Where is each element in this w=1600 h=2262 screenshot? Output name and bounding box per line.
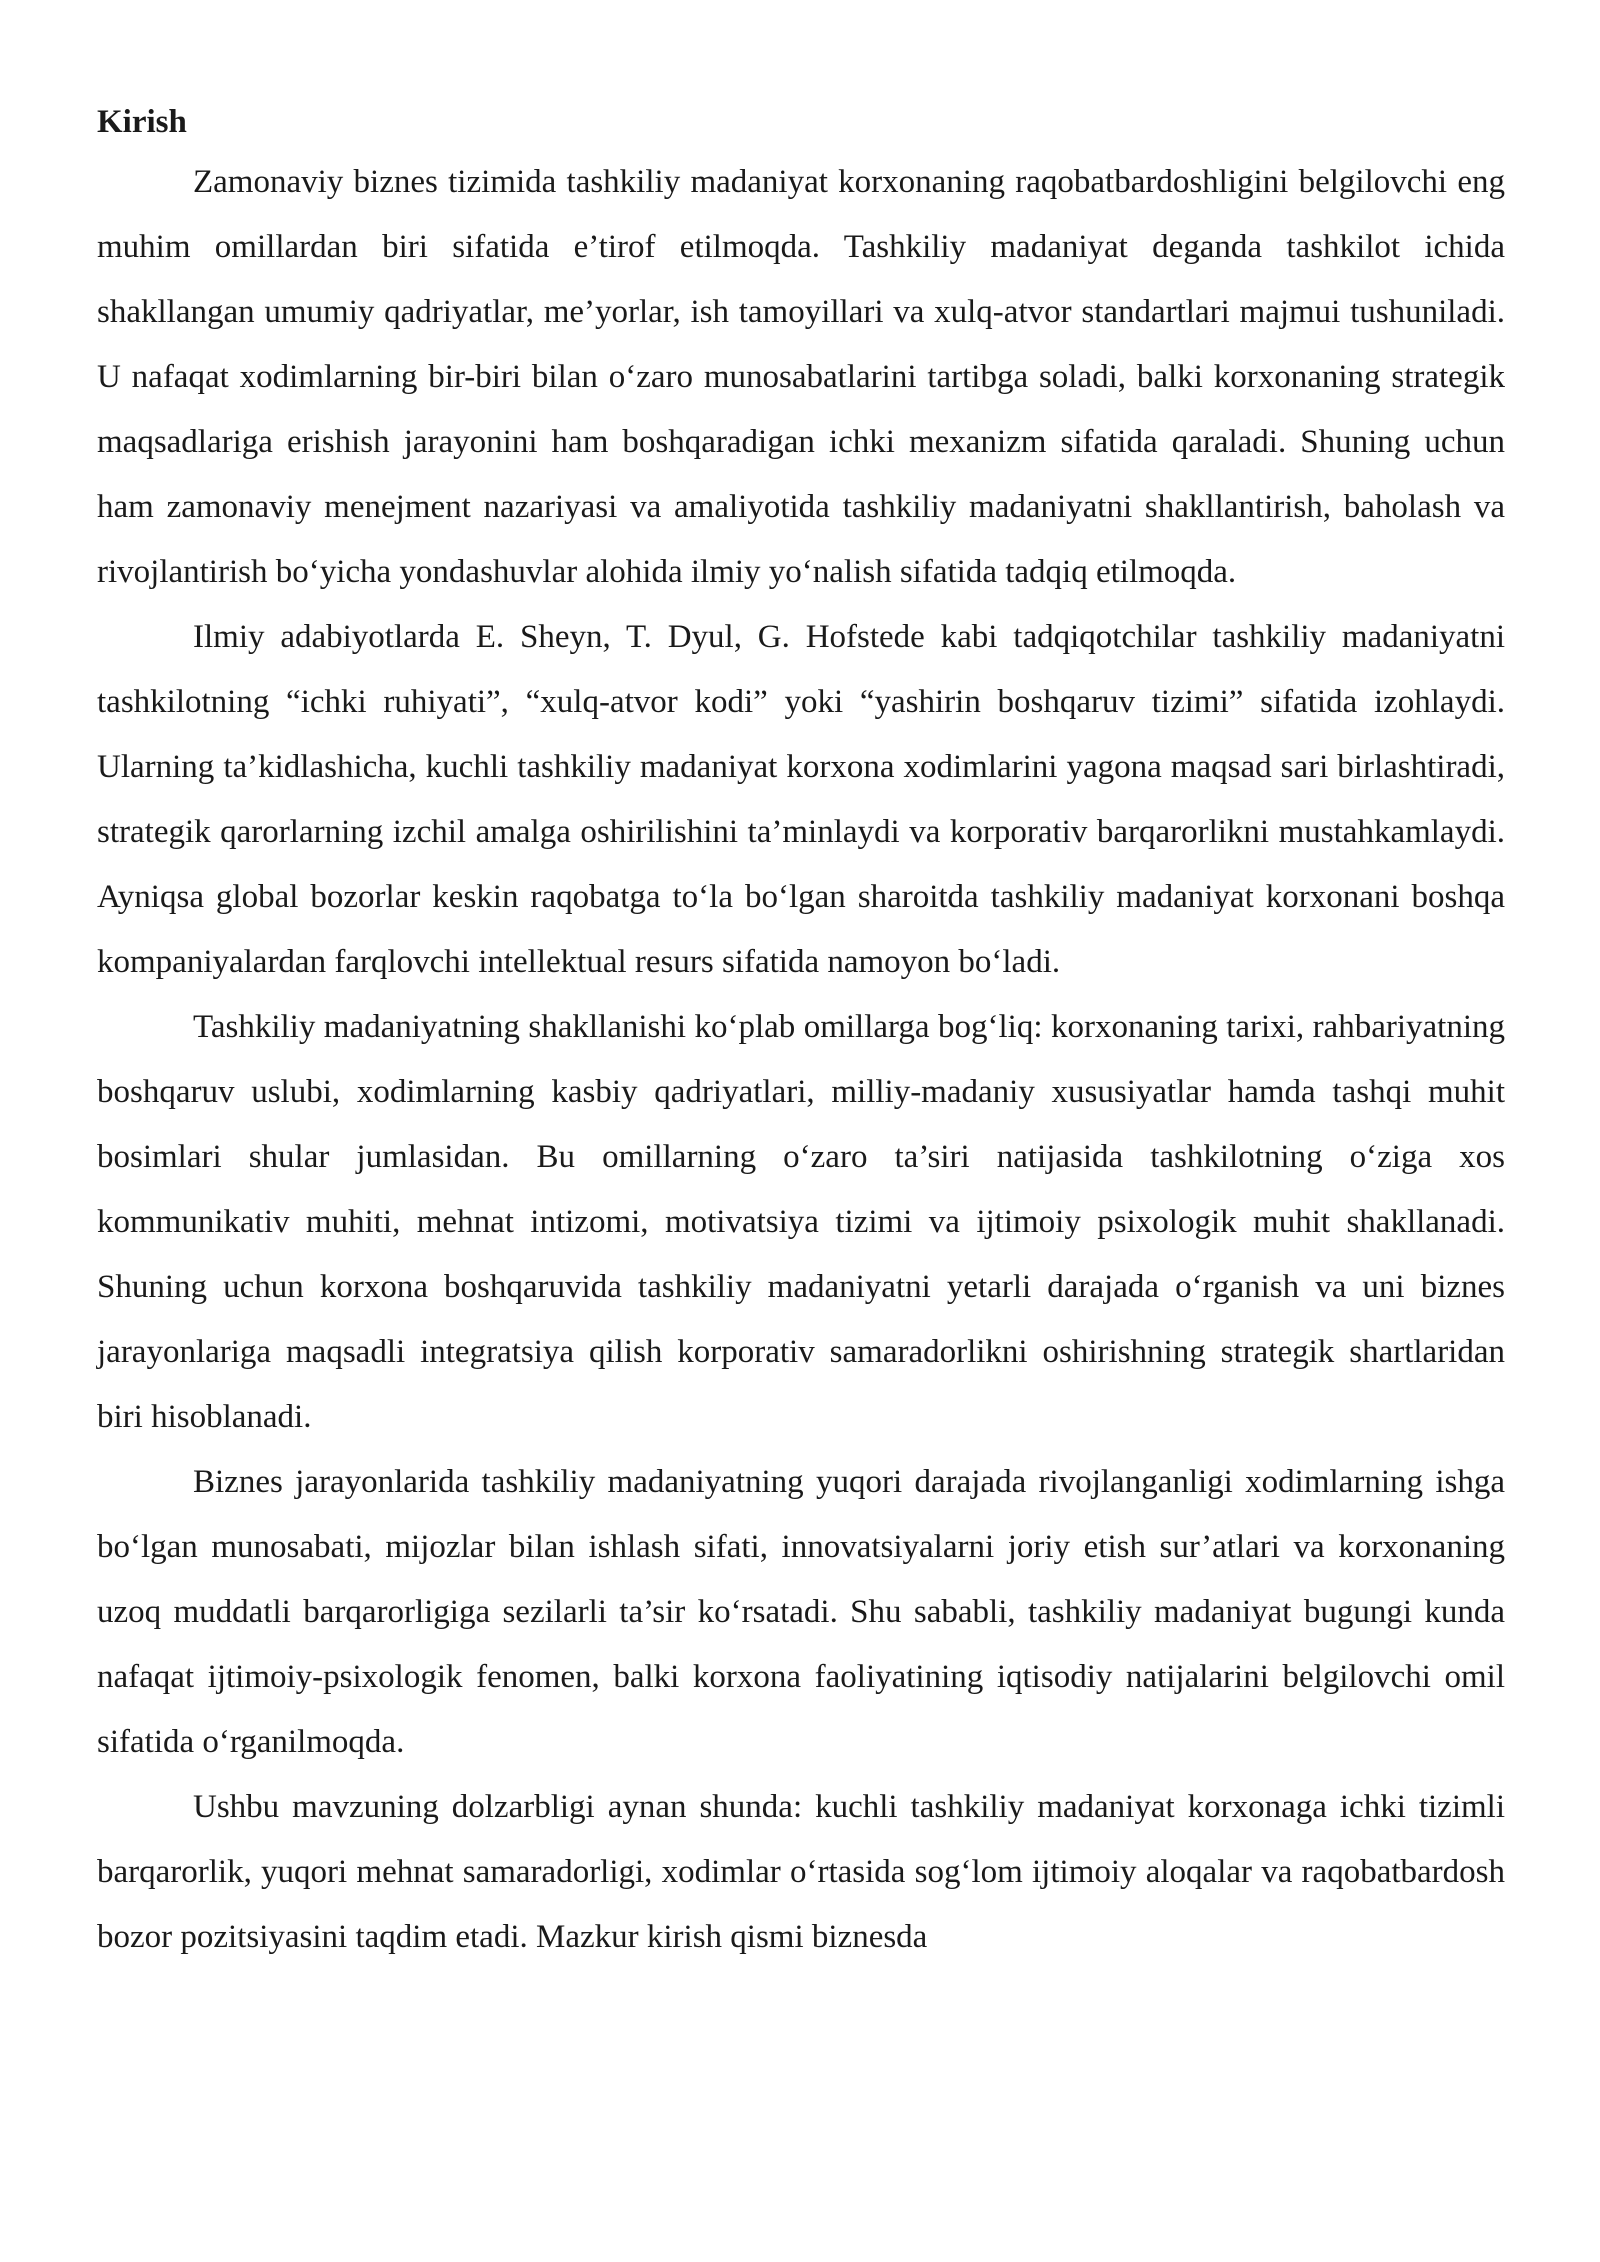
- paragraph-1: Zamonaviy biznes tizimida tashkiliy madaniyat korxonaning raqobatbardoshligini belgilovchi eng muhim omillardan biri sifatida e’tirof etilmoqda. Tashkiliy madaniyat deganda tashkilot ichida shakllangan umumiy qadriyatlar, me’yorlar, ish tamoyillari va xulq-atvor standartlari majmui tushuniladi. U nafaqat xodimlarning bir-biri bilan o‘zaro munosabatlarini tartibga soladi, balki korxonaning strategik maqsadlariga erishish jarayonini ham boshqaradigan ichki mexanizm sifatida qaraladi. Shuning uchun ham zamonaviy menejment nazariyasi va amaliyotida tashkiliy madaniyatni shakllantirish, baholash va rivojlantirish bo‘yicha yondashuvlar alohida ilmiy yo‘nalish sifatida tadqiq etilmoqda.: [97, 164, 1505, 590]
- document-body: [97, 94, 1505, 1970]
- section-heading: Kirish: [97, 104, 187, 140]
- paragraph-4: Biznes jarayonlarida tashkiliy madaniyatning yuqori darajada rivojlanganligi xodimlarning ishga bo‘lgan munosabati, mijozlar bilan ishlash sifati, innovatsiyalarni joriy etish sur’atlari va korxonaning uzoq muddatli barqarorligiga sezilarli ta’sir ko‘rsatadi. Shu sababli, tashkiliy madaniyat bugungi kunda nafaqat ijtimoiy-psixologik fenomen, balki korxona faoliyatining iqtisodiy natijalarini belgilovchi omil sifatida o‘rganilmoqda.: [97, 1464, 1505, 1760]
- paragraph-5: Ushbu mavzuning dolzarbligi aynan shunda: kuchli tashkiliy madaniyat korxonaga ichki tizimli barqarorlik, yuqori mehnat samaradorligi, xodimlar o‘rtasida sog‘lom ijtimoiy aloqalar va raqobatbardosh bozor pozitsiyasini taqdim etadi. Mazkur kirish qismi biznesda: [97, 1789, 1505, 1955]
- paragraph-2: Ilmiy adabiyotlarda E. Sheyn, T. Dyul, G. Hofstede kabi tadqiqotchilar tashkiliy madaniyatni tashkilotning “ichki ruhiyati”, “xulq-atvor kodi” yoki “yashirin boshqaruv tizimi” sifatida izohlaydi. Ularning ta’kidlashicha, kuchli tashkiliy madaniyat korxona xodimlarini yagona maqsad sari birlashtiradi, strategik qarorlarning izchil amalga oshirilishini ta’minlaydi va korporativ barqarorlikni mustahkamlaydi. Ayniqsa global bozorlar keskin raqobatga to‘la bo‘lgan sharoitda tashkiliy madaniyat korxonani boshqa kompaniyalardan farqlovchi intellektual resurs sifatida namoyon bo‘ladi.: [97, 619, 1505, 980]
- paragraph-3: Tashkiliy madaniyatning shakllanishi ko‘plab omillarga bog‘liq: korxonaning tarixi, rahbariyatning boshqaruv uslubi, xodimlarning kasbiy qadriyatlari, milliy-madaniy xususiyatlar hamda tashqi muhit bosimlari shular jumlasidan. Bu omillarning o‘zaro ta’siri natijasida tashkilotning o‘ziga xos kommunikativ muhiti, mehnat intizomi, motivatsiya tizimi va ijtimoiy psixologik muhit shakllanadi. Shuning uchun korxona boshqaruvida tashkiliy madaniyatni yetarli darajada o‘rganish va uni biznes jarayonlariga maqsadli integratsiya qilish korporativ samaradorlikni oshirishning strategik shartlaridan biri hisoblanadi.: [97, 1009, 1505, 1435]
